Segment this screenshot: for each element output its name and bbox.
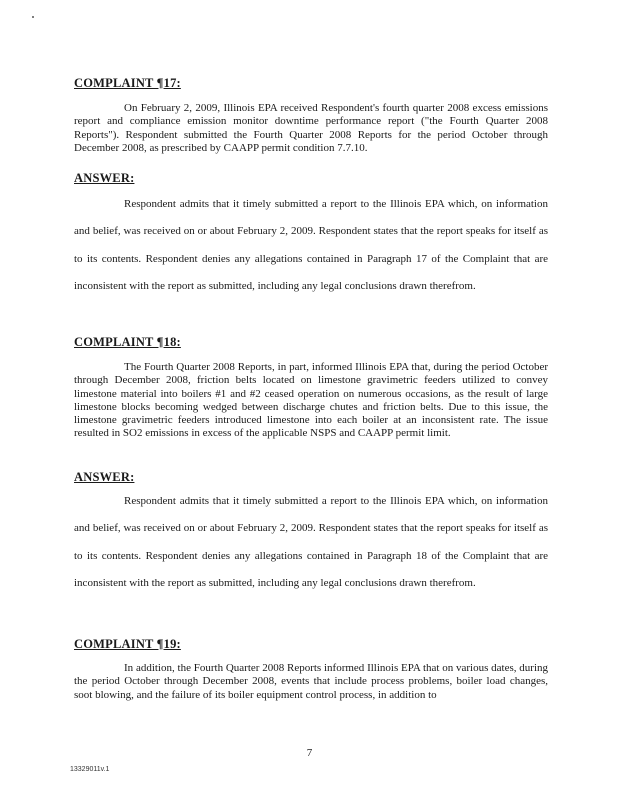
answer-17-heading: ANSWER: xyxy=(74,171,135,185)
answer-18-text: Respondent admits that it timely submitted a report to the Illinois EPA which, on information and belief, was received on or about February 2, 2009. Respondent states that the report speaks for itself as to its contents. Respondent denies any allegations contained in Paragraph 18 of the Complaint that are inconsistent with the report as submitted, including any legal conclusions drawn therefrom. xyxy=(74,495,548,589)
answer-17-text: Respondent admits that it timely submitted a report to the Illinois EPA which, on information and belief, was received on or about February 2, 2009. Respondent states that the report speaks for itself as to its contents. Respondent denies any allegations contained in Paragraph 17 of the Complaint that are inconsistent with the report as submitted, including any legal conclusions drawn therefrom. xyxy=(74,198,548,292)
complaint-17-text: On February 2, 2009, Illinois EPA received Respondent's fourth quarter 2008 excess emissions report and compliance emission monitor downtime performance report ("the Fourth Quarter 2008 Reports"). Respondent submitted the Fourth Quarter 2008 Reports for the period October through December 2008, as prescribed by CAAPP permit condition 7.7.10. xyxy=(74,102,548,154)
complaint-18-text: The Fourth Quarter 2008 Reports, in part, informed Illinois EPA that, during the period October through December 2008, friction belts located on limestone gravimetric feeders utilized to convey limestone material into boilers #1 and #2 ceased operation on numerous occasions, as the result of large limestone blocks becoming wedged between discharge chutes and friction belts. Due to this issue, the limestone gravimetric feeders introduced limestone into each boiler at an inconsistent rate. The issue resulted in SO2 emissions in excess of the applicable NSPS and CAAPP permit limit. xyxy=(74,361,548,440)
document-code: 13329011v.1 xyxy=(70,766,110,773)
scan-speck xyxy=(32,16,34,18)
answer-18-heading: ANSWER: xyxy=(74,470,135,484)
complaint-19-text: In addition, the Fourth Quarter 2008 Reports informed Illinois EPA that on various dates, during the period October through December 2008, events that include process problems, boiler load changes, soot blowing, and the failure of its boiler equipment control process, in addition to xyxy=(74,662,548,701)
page-number: 7 xyxy=(306,747,313,759)
complaint-17-heading: COMPLAINT ¶17: xyxy=(74,76,181,90)
complaint-18-heading: COMPLAINT ¶18: xyxy=(74,335,181,349)
complaint-19-heading: COMPLAINT ¶19: xyxy=(74,637,181,651)
